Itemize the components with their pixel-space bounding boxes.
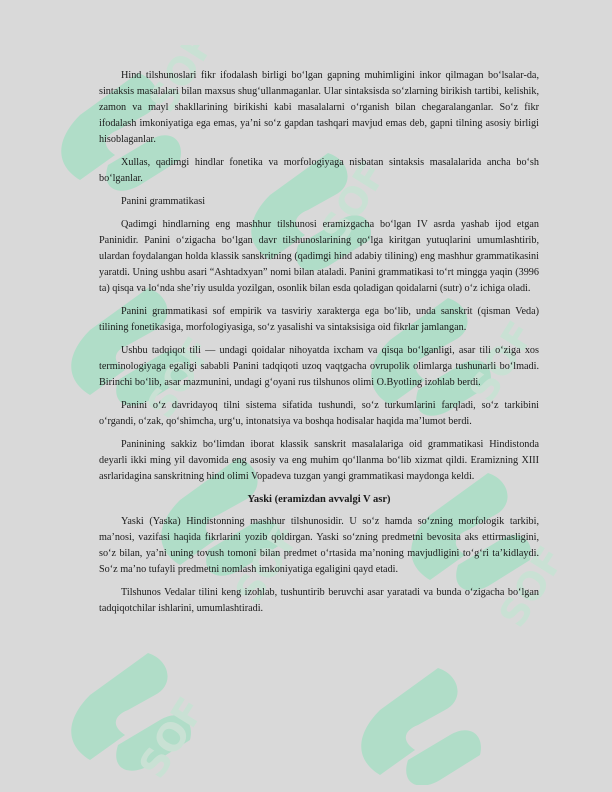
paragraph-5: Ushbu tadqiqot tili — undagi qoidalar nihoyatda ixcham va qisqa bo‘lganligi, asar tili o‘ziga xos terminologiyaga egaligi sababli Panini tadqiqoti uzoq vaqtgacha ovrupolik olimlarga tushunarli bo‘lmadi. Birinchi bo‘lib, asar mazmunini, undagi g‘oyani rus tilshunos olimi O.Byotling izohlab berdi. <box>99 345 539 388</box>
paragraph-8: Yaski (Yaska) Hindistonning mashhur tilshunosidir. U so‘z hamda so‘zning morfologik tarkibi, ma’nosi, vazifasi haqida fikrlarini yozib qoldirgan. Yaski so‘zning predmetni bevosita aks ettirmasligini, so‘z bilan, ya’ni uning tovush tomoni bilan predmet o‘rtasida ma’noning mavjudligini to‘g‘ri ta’kidlaydi. So‘z ma’no tufayli predmetni nomlash imkoniyatiga egaligini qayd etadi. <box>99 516 539 575</box>
svg-text:SOF: SOF <box>460 313 544 410</box>
svg-text:SOF: SOF <box>130 689 214 785</box>
document-content <box>99 68 539 624</box>
paragraph-7: Paninining sakkiz bo‘limdan iborat klassik sanskrit masalalariga oid grammatikasi Hindistonda deyarli ikki ming yil davomida eng asosiy va eng muhim qo‘llanma bo‘lib xizmat qildi. Eramizning XIII asrlaridagina sanskritning hind olimi Vopadeva tuzgan yangi grammatikasi maydonga keldi. <box>99 439 539 482</box>
svg-text:SOF: SOF <box>138 329 222 426</box>
paragraph-1: Hind tilshunoslari fikr ifodalash birligi bo‘lgan gapning muhimligini inkor qilmagan bo‘lsalar-da, sintaksis masalalari bilan maxsus shug‘ullanmaganlar. Ular sintaksisda so‘zlarning birikish tartibi, kelishik, zamon va mayl shakllarining birikishi kabi masalalarni o‘rganish bilan chegaralanganlar. So‘z fikr ifodalash imkoniyatiga ega emas, ya’ni so‘z gapdan tashqari mavjud emas deb, gapni tilning asosiy birligi hisoblaganlar. <box>99 70 539 145</box>
paragraph-3: Qadimgi hindlarning eng mashhur tilshunosi eramizgacha bo‘lgan IV asrda yashab ijod etgan Paninidir. Panini o‘zigacha bo‘lgan davr tilshunoslarining qo‘lga kiritgan yutuqlarini umumlashtirib, ulardan foydalangan holda klassik sanskritning (qadimgi hind adabiy tilining) eng mashhur grammatikasini yaratdi. Uning ushbu asari “Ashtadxyan” nomi bilan ataladi. Panini grammatikasi to‘rt mingga yaqin (3996 ta) qisqa va lo‘nda she’riy usulda yozilgan, osonlik bilan esda qoladigan qoidalarni (sutr) o‘z ichiga oladi. <box>99 219 539 294</box>
section-label-panini: Panini grammatikasi <box>121 196 206 207</box>
svg-text:SOF: SOF <box>226 515 310 612</box>
paragraph-2: Xullas, qadimgi hindlar fonetika va morfologiyaga nisbatan sintaksis masalalarida ancha bo‘sh bo‘lganlar. <box>99 157 539 184</box>
paragraph-4: Panini grammatikasi sof empirik va tasviriy xarakterga ega bo‘lib, unda sanskrit (qisman Veda) tilining fonetikasiga, morfologiyasiga, so‘z yasalishi va sintaksisiga oid fikrlar jamlangan. <box>99 306 539 333</box>
section-heading-yaski: Yaski (eramizdan avvalgi V asr) <box>247 494 391 505</box>
paragraph-9: Tilshunos Vedalar tilini keng izohlab, tushuntirib beruvchi asar yaratadi va bunda o‘zigacha bo‘lgan tadqiqotchilar ishlarini, umumlashtiradi. <box>99 587 539 614</box>
svg-text:SOF: SOF <box>490 538 574 635</box>
svg-text:SOF: SOF <box>140 45 224 120</box>
paragraph-6: Panini o‘z davridayoq tilni sistema sifatida tushundi, so‘z turkumlarini farqladi, so‘z tarkibini o‘rgandi, o‘zak, qo‘shimcha, urg‘u, intonatsiya va boshqa hodisalar haqida ma’lumot berdi. <box>99 400 539 427</box>
svg-text:SOF: SOF <box>312 153 396 250</box>
